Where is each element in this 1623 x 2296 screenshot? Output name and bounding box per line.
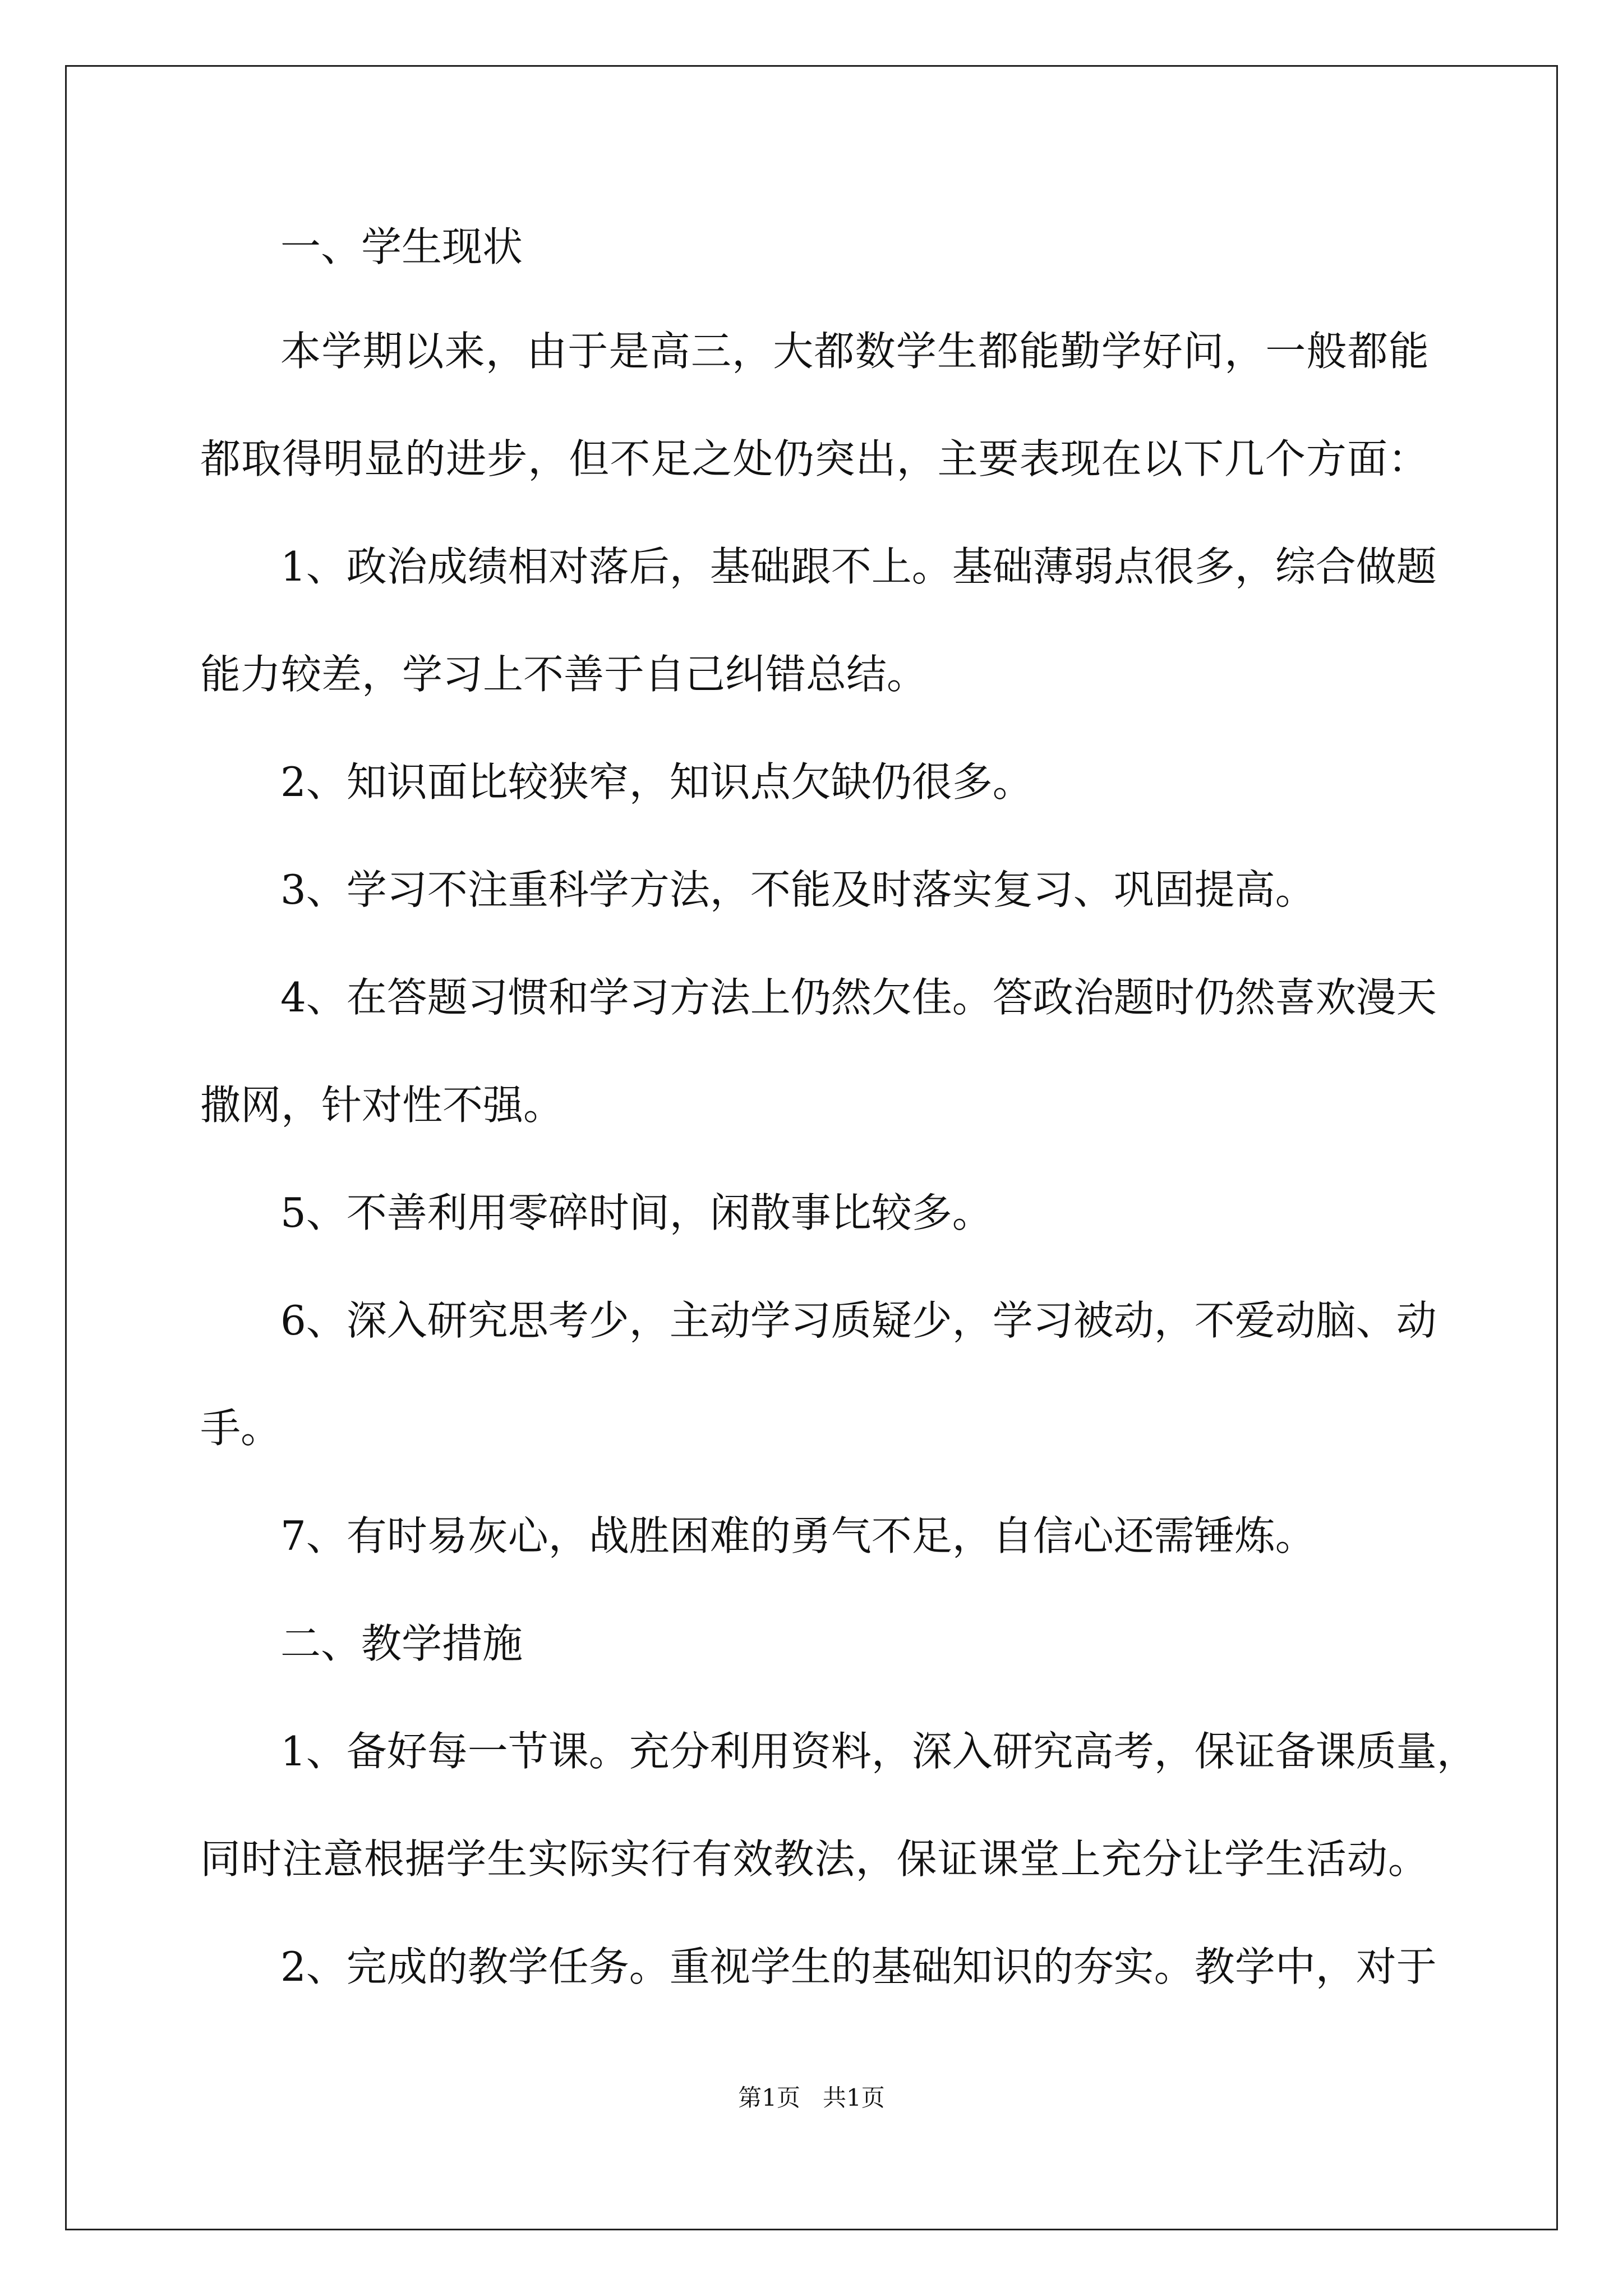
section-heading-teaching-measures: 二、教学措施 — [280, 1620, 523, 1667]
section-heading-student-status: 一、学生现状 — [280, 223, 523, 270]
paragraph-line: 4、在答题习惯和学习方法上仍然欠佳。答政治题时仍然喜欢漫天 — [280, 974, 1437, 1021]
paragraph-line: 1、政治成绩相对落后，基础跟不上。基础薄弱点很多，综合做题 — [280, 543, 1437, 590]
paragraph-line: 3、学习不注重科学方法，不能及时落实复习、巩固提高。 — [280, 866, 1316, 913]
paragraph-line: 都取得明显的进步，但不足之处仍突出，主要表现在以下几个方面： — [200, 435, 1428, 482]
paragraph-line: 2、知识面比较狭窄，知识点欠缺仍很多。 — [280, 758, 1033, 806]
paragraph-line: 5、不善利用零碎时间，闲散事比较多。 — [280, 1189, 993, 1236]
paragraph-line: 本学期以来，由于是高三，大都数学生都能勤学好问，一般都能 — [280, 328, 1429, 375]
page-border — [65, 65, 1558, 2230]
paragraph-line: 同时注意根据学生实际实行有效教法，保证课堂上充分让学生活动。 — [200, 1835, 1428, 1883]
paragraph-line: 撒网，针对性不强。 — [200, 1082, 564, 1129]
paragraph-line: 6、深入研究思考少，主动学习质疑少，学习被动，不爱动脑、动 — [280, 1297, 1437, 1344]
paragraph-line: 能力较差，学习上不善于自己纠错总结。 — [200, 651, 928, 698]
paragraph-line: 7、有时易灰心，战胜困难的勇气不足，自信心还需锤炼。 — [280, 1512, 1316, 1559]
paragraph-line: 1、备好每一节课。充分利用资料，深入研究高考，保证备课质量， — [280, 1728, 1477, 1775]
page-footer: 第1页 共1页 — [738, 2084, 885, 2111]
paragraph-line: 手。 — [200, 1405, 282, 1452]
paragraph-line: 2、完成的教学任务。重视学生的基础知识的夯实。教学中，对于 — [280, 1943, 1437, 1990]
